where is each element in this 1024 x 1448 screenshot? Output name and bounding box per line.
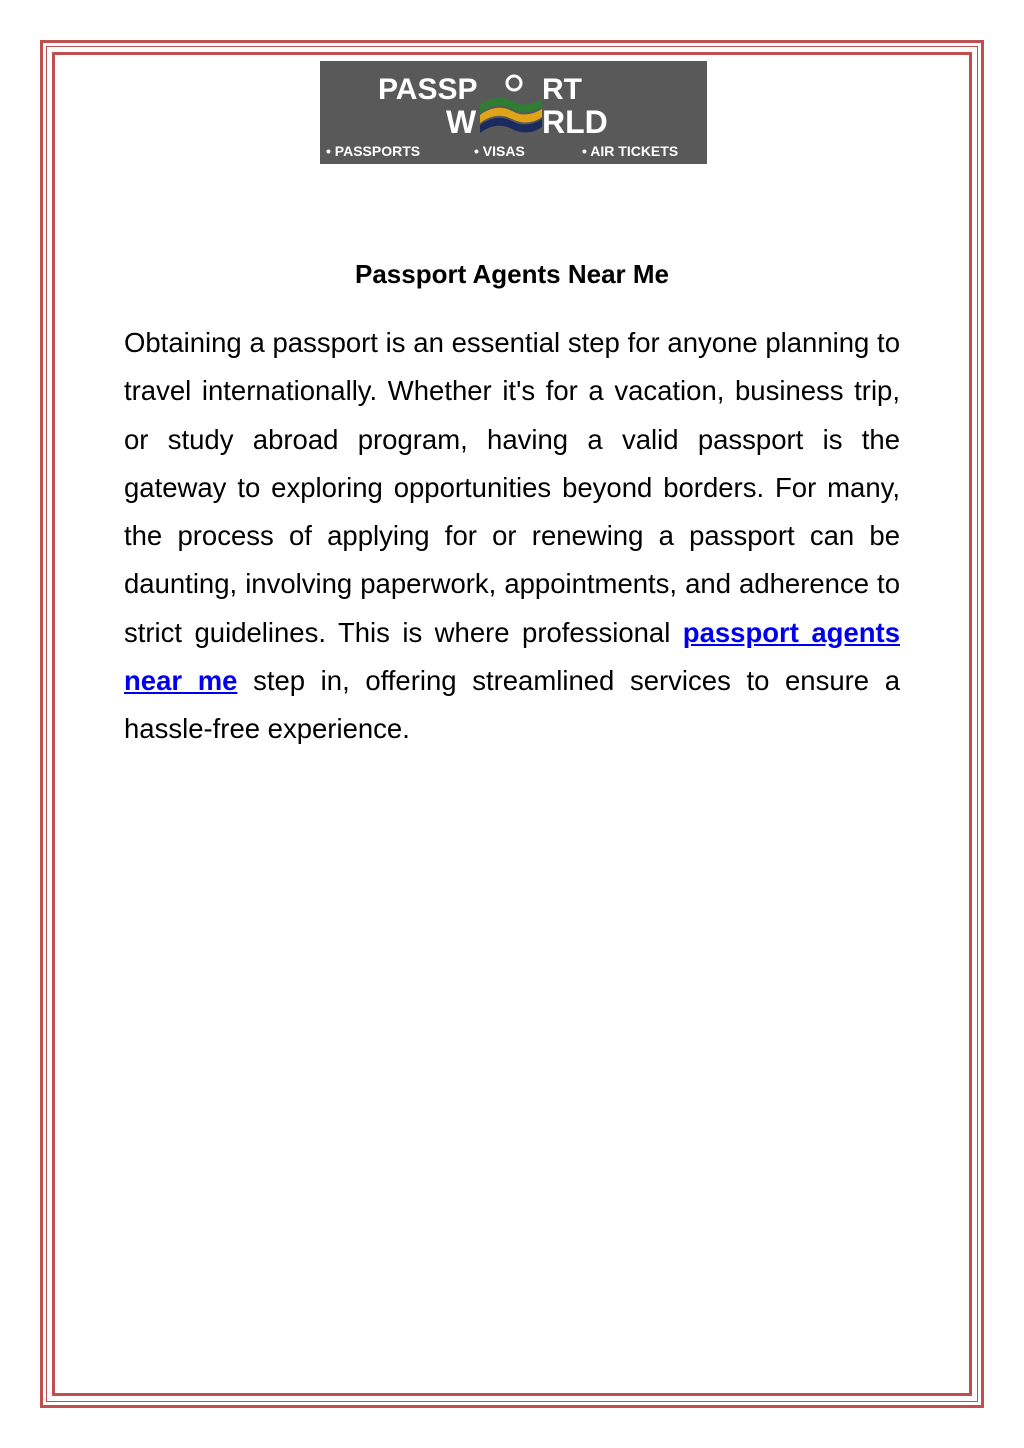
passport-world-logo [320,61,707,164]
passport-agents-link[interactable]: passport agents near me [124,616,900,697]
logo-line2-left: W [446,104,477,140]
logo-line1-right: RT [542,73,582,106]
logo-emblem-icon [480,76,542,133]
logo-service-passports: • PASSPORTS [326,143,421,159]
body-paragraph [124,319,900,754]
paragraph-text-before-link: Obtaining a passport is an essential step for anyone planning to travel internationally. Whether it's for a vacation, business trip, or study abroad program, having a valid passport is the gateway to exploring opportunities beyond borders. For many, the process of applying for or renewing a passport can be daunting, involving paperwork, appointments, and adherence to strict guidelines. This is where professional [124,327,900,648]
paragraph-text-after-link: step in, offering streamlined services to ensure a hassle-free experience. [124,665,900,745]
logo-line2-right: RLD [542,104,608,140]
logo-service-visas: • VISAS [474,143,525,159]
document-title: Passport Agents Near Me [354,259,670,289]
logo-line1-left: PASSP [378,73,478,106]
logo-service-air-tickets: • AIR TICKETS [582,143,679,159]
